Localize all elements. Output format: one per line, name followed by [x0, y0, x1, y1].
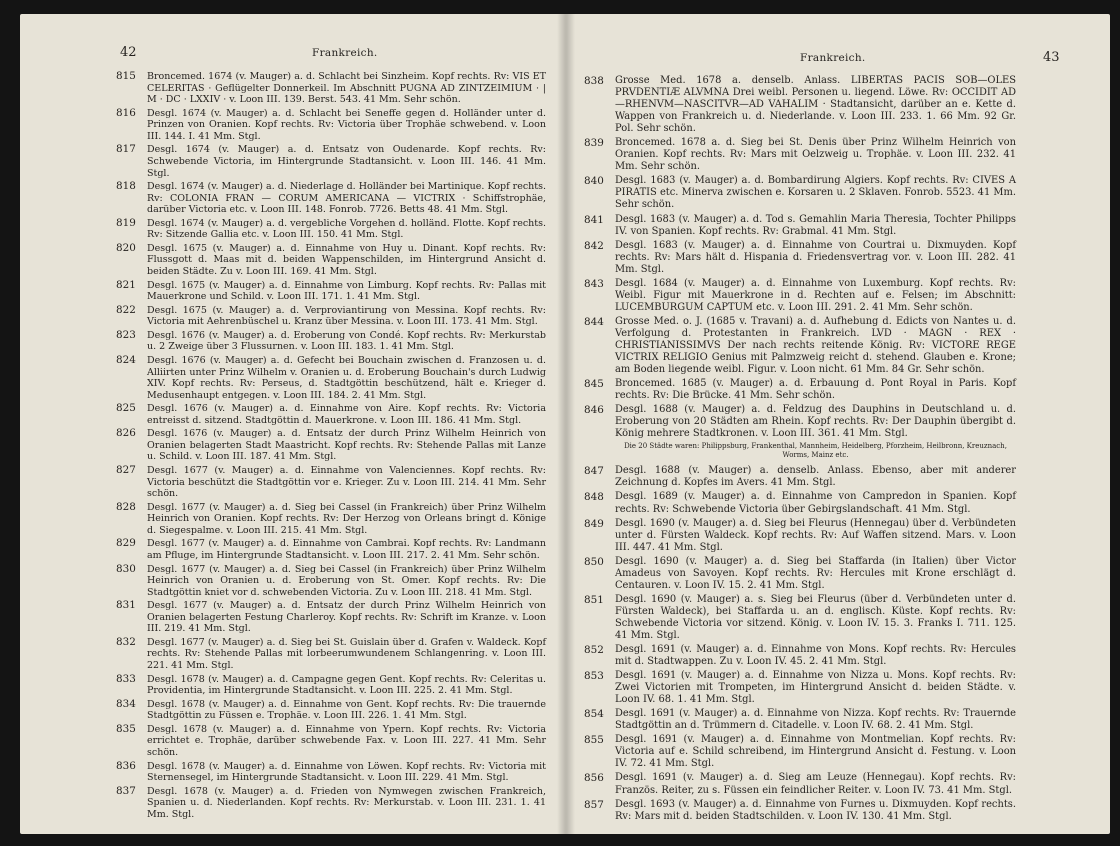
catalog-entry [584, 316, 1016, 376]
catalog-entry [584, 799, 1016, 823]
catalog-entry [584, 137, 1016, 173]
catalog-entry [116, 699, 546, 722]
running-head: Frankreich. [800, 52, 866, 64]
entry-text: Desgl. 1689 (v. Mauger) a. d. Einnahme von Campredon in Spanien. Kopf rechts. Rv: Schwebende Victoria über Gebirgslandschaft. 41 Mm. Stgl. [615, 491, 1016, 515]
catalog-entry [584, 240, 1016, 276]
entry-number: 843 [584, 277, 604, 290]
catalog-entry [584, 594, 1016, 642]
entry-text: Desgl. 1675 (v. Mauger) a. d. Einnahme von Huy u. Dinant. Kopf rechts. Rv: Flussgott d. Maas mit d. beiden Wappenschilden, im Hintergrund Ansicht d. beiden Städte. Zu v. Loon III. 169. 41 Mm. Stgl. [147, 242, 546, 277]
catalog-entry [116, 218, 546, 241]
entry-footnote: Die 20 Städte waren: Philippsburg, Frankenthal, Mannheim, Heidelberg, Pforzheim, Heilbronn, Kreuznach, Worms, Mainz etc. [624, 442, 1007, 460]
catalog-entry [116, 280, 546, 303]
catalog-entry [584, 670, 1016, 706]
entry-number: 840 [584, 175, 604, 188]
entry-number: 817 [116, 143, 136, 156]
catalog-entry [116, 181, 546, 216]
catalog-entry [116, 786, 546, 821]
entry-text: Desgl. 1683 (v. Mauger) a. d. Bombardirung Algiers. Kopf rechts. Rv: CIVES A PIRATIS etc. Minerva zwischen e. Korsaren u. 2 Sklaven. Fonrob. 5523. 41 Mm. Sehr schön. [615, 175, 1016, 211]
entry-text: Desgl. 1691 (v. Mauger) a. d. Sieg am Leuze (Hennegau). Kopf rechts. Rv: Französ. Reiter, zu s. Füssen ein feindlicher Reiter. v. Loon IV. 73. 41 Mm. Stgl. [615, 772, 1016, 796]
catalog-entry [116, 355, 546, 401]
entry-number: 831 [116, 599, 136, 612]
entry-text: Desgl. 1676 (v. Mauger) a. d. Eroberung von Condé. Kopf rechts. Rv: Merkurstab u. 2 Zweige über 3 Flussurnen. v. Loon III. 183. 1. 41 Mm. Stgl. [147, 329, 546, 353]
entry-number: 819 [116, 216, 136, 229]
entry-text: Desgl. 1683 (v. Mauger) a. d. Einnahme von Courtrai u. Dixmuyden. Kopf rechts. Rv: Mars hält d. Hispania d. Friedensvertrag vor. v. Loon III. 282. 41 Mm. Stgl. [615, 239, 1016, 275]
entry-text: Desgl. 1691 (v. Mauger) a. d. Einnahme von Nizza u. Mons. Kopf rechts. Rv: Zwei Victorien mit Trompeten, im Hintergrund Ansicht d. beiden Städte. v. Loon IV. 68. 1. 41 Mm. Stgl. [615, 670, 1016, 706]
entry-text: Desgl. 1688 (v. Mauger) a. d. Feldzug des Dauphins in Deutschland u. d. Eroberung von 20 Städten am Rhein. Kopf rechts. Rv: Der Dauphin übergibt d. König mehrere Stadtkronen. v. Loon III. 361. 41 Mm. Stgl. [615, 404, 1016, 440]
entry-text: Desgl. 1677 (v. Mauger) a. d. Sieg bei Cassel (in Frankreich) über Prinz Wilhelm Heinrich von Oranien u. d. Eroberung von St. Omer. Kopf rechts. Rv: Die Stadtgöttin kniet vor d. schwebenden Victoria. Zu v. Loon III. 218. 41 Mm. Stgl. [147, 563, 546, 598]
entry-number: 855 [584, 734, 604, 747]
catalog-entry [584, 556, 1016, 592]
entry-number: 838 [584, 75, 604, 87]
entry-text: Desgl. 1691 (v. Mauger) a. d. Einnahme von Montmelian. Kopf rechts. Rv: Victoria auf e. Schild schreibend, im Hintergrund Ansicht d. Festung. v. Loon IV. 72. 41 Mm. Stgl. [615, 734, 1016, 770]
catalog-entry [116, 564, 546, 599]
entry-text: Broncemed. 1685 (v. Mauger) a. d. Erbauung d. Pont Royal in Paris. Kopf rechts. Rv: Die Brücke. 41 Mm. Sehr schön. [615, 378, 1016, 402]
catalog-entry [116, 674, 546, 697]
catalog-entry [116, 538, 546, 561]
entry-number: 828 [116, 500, 136, 513]
entry-text: Desgl. 1690 (v. Mauger) a. d. Sieg bei Staffarda (in Italien) über Victor Amadeus von Savoyen. Kopf rechts. Rv: Hercules mit Krone erschlägt d. Centauren. v. Loon IV. 15. 2. 41 Mm. Stgl. [615, 555, 1016, 591]
entry-number: 839 [584, 137, 604, 150]
catalog-entries [116, 71, 546, 822]
catalog-entry [116, 428, 546, 463]
catalog-entry [584, 518, 1016, 554]
entry-text: Desgl. 1677 (v. Mauger) a. d. Sieg bei St. Guislain über d. Grafen v. Waldeck. Kopf rechts. Rv: Stehende Pallas mit lorbeerumwundenem Schlangenring. v. Loon III. 221. 41 Mm. Stgl. [147, 636, 546, 671]
catalog-entry [584, 644, 1016, 668]
entry-text: Desgl. 1674 (v. Mauger) a. d. vergebliche Vorgehen d. holländ. Flotte. Kopf rechts. Rv: Sitzende Gallia etc. v. Loon III. 150. 41 Mm. Stgl. [147, 217, 546, 241]
catalog-entry [116, 108, 546, 143]
catalog-entry [116, 305, 546, 328]
catalog-entry [584, 465, 1016, 489]
entry-number: 823 [116, 328, 136, 341]
catalog-entry [116, 502, 546, 537]
entry-number: 837 [116, 784, 136, 797]
entry-number: 815 [116, 70, 136, 82]
entry-text: Desgl. 1691 (v. Mauger) a. d. Einnahme von Mons. Kopf rechts. Rv: Hercules mit d. Stadtwappen. Zu v. Loon IV. 45. 2. 41 Mm. Stgl. [615, 644, 1016, 668]
entry-number: 829 [116, 537, 136, 550]
entry-number: 836 [116, 759, 136, 772]
entry-number: 835 [116, 722, 136, 735]
book-gutter [557, 14, 575, 834]
entry-number: 841 [584, 213, 604, 226]
entry-number: 822 [116, 303, 136, 316]
catalog-entry [584, 708, 1016, 732]
catalog-entry [116, 465, 546, 500]
catalog-entry [584, 214, 1016, 238]
catalog-entry [116, 243, 546, 278]
entry-number: 827 [116, 464, 136, 476]
entry-text: Desgl. 1683 (v. Mauger) a. d. Tod s. Gemahlin Maria Theresia, Tochter Philipps IV. von Spanien. Kopf rechts. Rv: Grabmal. 41 Mm. Stgl. [615, 213, 1016, 237]
entry-text: Desgl. 1676 (v. Mauger) a. d. Gefecht bei Bouchain zwischen d. Franzosen u. d. Alliirten unter Prinz Wilhelm v. Oranien u. d. Eroberung Bouchain's durch Ludwig XIV. Kopf rechts. Rv: Perseus, d. Stadtgöttin beschützend, hält e. Krieger d. Medusenhaupt entgegen. v. Loon III. 184. 2. 41 Mm. Stgl. [147, 354, 546, 401]
entry-text: Desgl. 1678 (v. Mauger) a. d. Frieden von Nymwegen zwischen Frankreich, Spanien u. d. Niederlanden. Kopf rechts. Rv: Merkurstab. v. Loon III. 231. 1. 41 Mm. Stgl. [147, 785, 546, 820]
entry-text: Desgl. 1684 (v. Mauger) a. d. Einnahme von Luxemburg. Kopf rechts. Rv: Weibl. Figur mit Mauerkrone in d. Rechten auf e. Felsen; im Abschnitt: LUCEMBURGUM CAPTUM etc. v. Loon III. 291. 2. 41 Mm. Sehr schön. [615, 277, 1016, 313]
entry-number: 848 [584, 491, 604, 504]
entry-text: Grosse Med. 1678 a. denselb. Anlass. LIBERTAS PACIS SOB—OLES PRVDENTIÆ ALVMNA Drei weibl. Personen u. liegend. Löwe. Rv: OCCIDIT AD—RHENVM—NASCITVR—AD VAHALIM · Stadtansicht, darüber an e. Kette d. Wappen von Frankreich u. d. Niederlande. v. Loon III. 233. 1. 66 Mm. 92 Gr. Pol. Sehr schön. [615, 75, 1016, 135]
catalog-entry [584, 175, 1016, 211]
entry-text: Desgl. 1678 (v. Mauger) a. d. Einnahme von Gent. Kopf rechts. Rv: Die trauernde Stadtgöttin zu Füssen e. Trophäe. v. Loon III. 226. 1. 41 Mm. Stgl. [147, 698, 546, 722]
entry-text: Desgl. 1688 (v. Mauger) a. denselb. Anlass. Ebenso, aber mit anderer Zeichnung d. Kopfes im Avers. 41 Mm. Stgl. [615, 465, 1016, 489]
page-number: 42 [120, 45, 137, 60]
entry-text: Desgl. 1690 (v. Mauger) a. s. Sieg bei Fleurus (über d. Verbündeten unter d. Fürsten Waldeck), bei Staffarda u. an d. englisch. Küste. Kopf rechts. Rv: Schwebende Victoria vor sitzend. König. v. Loon IV. 15. 3. Franks I. 711. 125. 41 Mm. Stgl. [615, 593, 1016, 641]
entry-number: 826 [116, 427, 136, 440]
entry-text: Grosse Med. o. J. (1685 v. Travani) a. d. Aufhebung d. Edicts von Nantes u. d. Verfolgung d. Protestanten in Frankreich. LVD · MAGN · REX · CHRISTIANISSIMVS Der nach rechts reitende König. Rv: VICTORE REGE VICTRIX RELIGIO Genius mit Palmzweig reicht d. stehend. Glauben e. Krone; am Boden liegende weibl. Figur. v. Loon nicht. 61 Mm. 84 Gr. Sehr schön. [615, 315, 1016, 376]
catalog-entry [584, 278, 1016, 314]
right-page [565, 14, 1110, 834]
entry-number: 842 [584, 239, 604, 252]
entry-text: Desgl. 1691 (v. Mauger) a. d. Einnahme von Nizza. Kopf rechts. Rv: Trauernde Stadtgöttin an d. Trümmern d. Citadelle. v. Loon IV. 68. 2. 41 Mm. Stgl. [615, 708, 1016, 732]
entry-number: 853 [584, 670, 604, 683]
catalog-entry [116, 144, 546, 179]
entry-text: Desgl. 1674 (v. Mauger) a. d. Entsatz von Oudenarde. Kopf rechts. Rv: Schwebende Victoria, im Hintergrunde Stadtansicht. v. Loon III. 146. 41 Mm. Stgl. [147, 144, 546, 179]
catalog-entry [584, 75, 1016, 135]
catalog-entry [116, 71, 546, 106]
entry-number: 844 [584, 315, 604, 328]
catalog-entries [584, 75, 1016, 825]
entry-number: 816 [116, 106, 136, 119]
entry-number: 845 [584, 378, 604, 391]
entry-text: Desgl. 1677 (v. Mauger) a. d. Entsatz der durch Prinz Wilhelm Heinrich von Oranien belagerten Festung Charleroy. Kopf rechts. Rv: Schrift im Kranze. v. Loon III. 219. 41 Mm. Stgl. [147, 600, 546, 635]
catalog-entry [116, 330, 546, 353]
entry-number: 849 [584, 517, 604, 530]
catalog-entry [584, 491, 1016, 515]
catalog-entry [584, 772, 1016, 796]
entry-text: Broncemed. 1678 a. d. Sieg bei St. Denis über Prinz Wilhelm Heinrich von Oranien. Kopf rechts. Rv: Mars mit Oelzweig u. Trophäe. v. Loon III. 232. 41 Mm. Sehr schön. [615, 137, 1016, 173]
entry-number: 830 [116, 562, 136, 575]
entry-number: 824 [116, 353, 136, 366]
entry-text: Desgl. 1678 (v. Mauger) a. d. Einnahme von Löwen. Kopf rechts. Rv: Victoria mit Sternensegel, im Hintergrunde Stadtansicht. v. Loon III. 229. 41 Mm. Stgl. [147, 760, 546, 784]
entry-text: Desgl. 1675 (v. Mauger) a. d. Einnahme von Limburg. Kopf rechts. Rv: Pallas mit Mauerkrone und Schild. v. Loon III. 171. 1. 41 Mm. Stgl. [147, 279, 546, 303]
catalog-entry [116, 600, 546, 635]
entry-number: 832 [116, 635, 136, 648]
catalog-entry [584, 378, 1016, 402]
entry-number: 852 [584, 644, 604, 657]
catalog-entry [116, 724, 546, 759]
entry-number: 851 [584, 593, 604, 606]
entry-number: 833 [116, 672, 136, 685]
entry-number: 846 [584, 404, 604, 417]
entry-text: Broncemed. 1674 (v. Mauger) a. d. Schlacht bei Sinzheim. Kopf rechts. Rv: VIS ET CELERITAS · Geflügelter Donnerkeil. Im Abschnitt PUGNA AD ZINTZEIMIUM · | M · DC · LXXIV · v. Loon III. 139. Berst. 543. 41 Mm. Sehr schön. [147, 71, 546, 106]
catalog-entry [116, 403, 546, 426]
entry-number: 834 [116, 697, 136, 710]
entry-number: 847 [584, 465, 604, 478]
running-head: Frankreich. [312, 47, 378, 59]
catalog-entry [584, 734, 1016, 770]
entry-number: 825 [116, 402, 136, 415]
left-page [20, 14, 565, 834]
entry-text: Desgl. 1678 (v. Mauger) a. d. Campagne gegen Gent. Kopf rechts. Rv: Celeritas u. Providentia, im Hintergrunde Stadtansicht. v. Loon III. 225. 2. 41 Mm. Stgl. [147, 673, 546, 697]
entry-text: Desgl. 1676 (v. Mauger) a. d. Einnahme von Aire. Kopf rechts. Rv: Victoria entreisst d. sitzend. Stadtgöttin d. Mauerkrone. v. Loon III. 186. 41 Mm. Stgl. [147, 403, 546, 426]
entry-text: Desgl. 1677 (v. Mauger) a. d. Einnahme von Valenciennes. Kopf rechts. Rv: Victoria beschützt die Stadtgöttin vor e. Krieger. Zu v. Loon III. 214. 41 Mm. Sehr schön. [147, 465, 546, 500]
entry-text: Desgl. 1693 (v. Mauger) a. d. Einnahme von Furnes u. Dixmuyden. Kopf rechts. Rv: Mars mit d. beiden Stadtschilden. v. Loon IV. 130. 41 Mm. Stgl. [615, 798, 1016, 822]
entry-number: 856 [584, 772, 604, 785]
entry-text: Desgl. 1690 (v. Mauger) a. d. Sieg bei Fleurus (Hennegau) über d. Verbündeten unter d. Fürsten Waldeck. Kopf rechts. Rv: Auf Waffen sitzend. Mars. v. Loon III. 447. 41 Mm. Stgl. [615, 517, 1016, 553]
catalog-entry [116, 637, 546, 672]
catalog-entry [116, 761, 546, 784]
entry-text: Desgl. 1674 (v. Mauger) a. d. Schlacht bei Seneffe gegen d. Holländer unter d. Prinzen von Oranien. Kopf rechts. Rv: Victoria über Trophäe schwebend. v. Loon III. 144. I. 41 Mm. Stgl. [147, 107, 546, 142]
entry-text: Desgl. 1675 (v. Mauger) a. d. Verproviantirung von Messina. Kopf rechts. Rv: Victoria mit Aehrenbüschel u. Kranz über Messina. v. Loon III. 173. 41 Mm. Stgl. [147, 304, 546, 328]
entry-text: Desgl. 1676 (v. Mauger) a. d. Entsatz der durch Prinz Wilhelm Heinrich von Oranien belagerten Stadt Maastricht. Kopf rechts. Rv: Stehende Pallas mit Lanze u. Schild. v. Loon III. 187. 41 Mm. Stgl. [147, 428, 546, 463]
entry-number: 850 [584, 555, 604, 568]
entry-number: 818 [116, 180, 136, 193]
entry-number: 820 [116, 241, 136, 254]
page-number: 43 [1043, 50, 1060, 65]
entry-number: 857 [584, 798, 604, 811]
catalog-entry [584, 404, 1016, 440]
entry-text: Desgl. 1677 (v. Mauger) a. d. Einnahme von Cambrai. Kopf rechts. Rv: Landmann am Pfluge, im Hintergrunde Stadtansicht. v. Loon III. 217. 2. 41 Mm. Sehr schön. [147, 538, 546, 561]
entry-text: Desgl. 1677 (v. Mauger) a. d. Sieg bei Cassel (in Frankreich) über Prinz Wilhelm Heinrich von Oranien. Kopf rechts. Rv: Der Herzog von Orleans bringt d. Könige d. Siegespalme. v. Loon III. 215. 41 Mm. Stgl. [147, 501, 546, 536]
entry-number: 821 [116, 278, 136, 291]
entry-text: Desgl. 1678 (v. Mauger) a. d. Einnahme von Ypern. Kopf rechts. Rv: Victoria errichtet e. Trophäe, darüber schwebende Fax. v. Loon III. 227. 41 Mm. Sehr schön. [147, 723, 546, 758]
entry-text: Desgl. 1674 (v. Mauger) a. d. Niederlage d. Holländer bei Martinique. Kopf rechts. Rv: COLONIA FRAN — CORUM AMERICANA — VICTRIX · Schiffstrophäe, darüber Victoria etc. v. Loon III. 148. Fonrob. 7726. Betts 48. 41 Mm. Stgl. [147, 181, 546, 216]
entry-number: 854 [584, 708, 604, 721]
